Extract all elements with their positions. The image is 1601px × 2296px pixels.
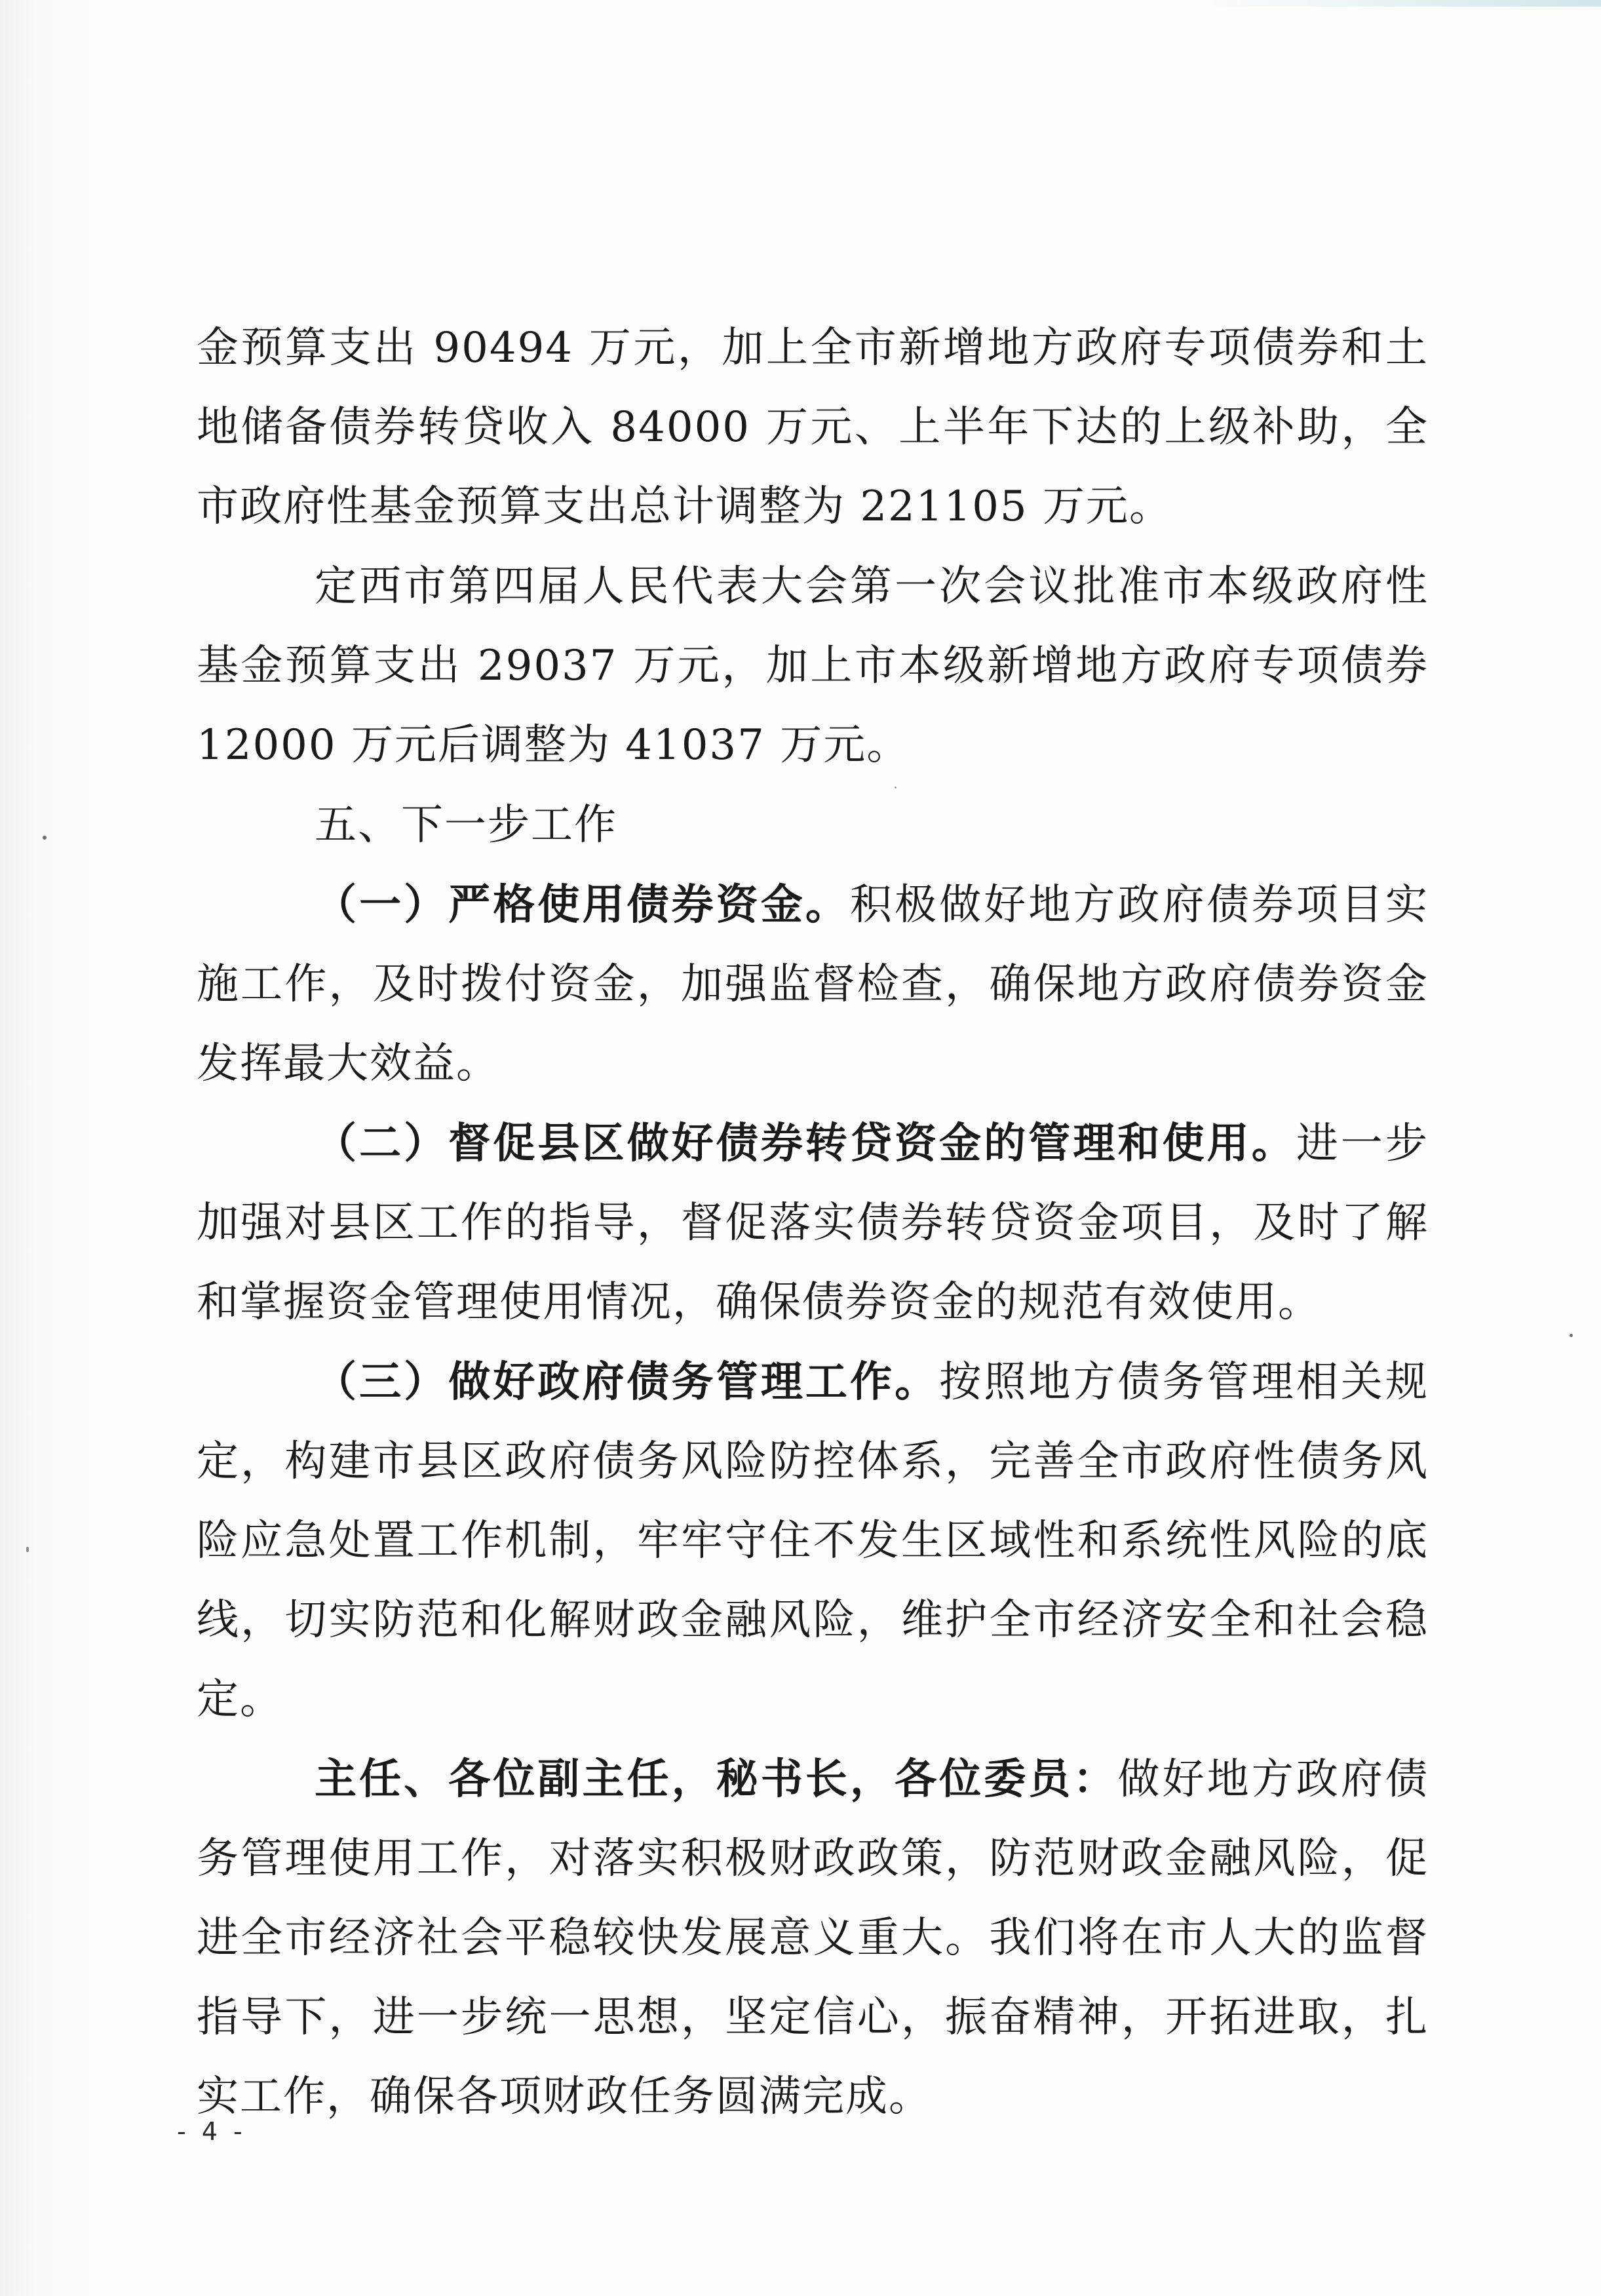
item-3-text: 按照地方债务管理相关规定，构建市县区政府债务风险防控体系，完善全市政府性债务风险应急处置工作机制，牢牢守住不发生区域性和系统性风险的底线，切实防范和化解财政金融风险，维护全市经济安全和社会稳定。 [197, 1358, 1429, 1724]
item-1-text: 积极做好地方政府债券项目实施工作，及时拨付资金，加强监督检查，确保地方政府债券资金发挥最大效益。 [197, 881, 1429, 1088]
item-1-heading: （一）严格使用债券资金。 [315, 880, 850, 929]
paragraph-item-2 [197, 1104, 1429, 1342]
scan-top-strip [1208, 0, 1601, 7]
paragraph-text: 定西市第四届人民代表大会第一次会议批准市本级政府性基金预算支出 29037 万元，加上市本级新增地方政府专项债券 12000 万元后调整为 41037 万元。 [197, 562, 1429, 769]
item-2-heading: （二）督促县区做好债券转贷资金的管理和使用。 [315, 1119, 1296, 1168]
scan-binding-edge [0, 0, 98, 2296]
paragraph-text: 金预算支出 90494 万元，加上全市新增地方政府专项债券和土地储备债券转贷收入 84000 万元、上半年下达的上级补助，全市政府性基金预算支出总计调整为 221105 万元。 [197, 324, 1429, 531]
item-3-heading: （三）做好政府债务管理工作。 [315, 1357, 940, 1407]
paragraph-city-level-budget [197, 547, 1429, 785]
closing-text: 做好地方政府债务管理使用工作，对落实积极财政政策，防范财政金融风险，促进全市经济社会平稳较快发展意义重大。我们将在市人大的监督指导下，进一步统一思想，坚定信心，振奋精神，开拓进取，扎实工作，确保各项财政任务圆满完成。 [197, 1755, 1429, 2121]
page-number: - 4 - [177, 2117, 246, 2146]
document-body [197, 308, 1429, 2137]
paragraph-closing [197, 1740, 1429, 2137]
closing-salutation: 主任、各位副主任，秘书长，各位委员： [315, 1755, 1118, 1804]
paragraph-item-1 [197, 865, 1429, 1104]
section-heading-next-steps [197, 785, 1429, 865]
item-2-text: 进一步加强对县区工作的指导，督促落实债券转贷资金项目，及时了解和掌握资金管理使用情况，确保债券资金的规范有效使用。 [197, 1119, 1429, 1327]
scan-speck [26, 1547, 29, 1552]
paragraph-item-3 [197, 1342, 1429, 1740]
paragraph-budget-continuation [197, 308, 1429, 547]
scan-speck [43, 836, 47, 840]
scan-speck [1570, 1334, 1573, 1337]
section-heading-text: 五、下一步工作 [315, 801, 617, 849]
